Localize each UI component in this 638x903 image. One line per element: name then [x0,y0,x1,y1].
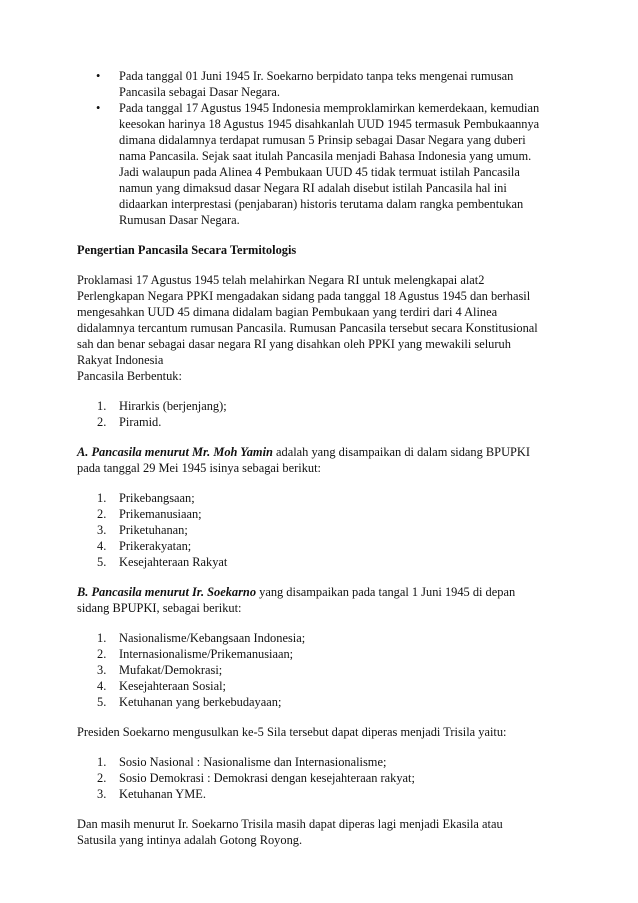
list-item [77,646,563,662]
list-item [77,414,563,430]
text-line: Proklamasi 17 Agustus 1945 telah melahirkan Negara RI untuk melengkapai alat2 [77,273,485,287]
list-item-text: Hirarkis (berjenjang); [119,399,227,413]
text-line: Pancasila sebagai Dasar Negara. [119,85,280,99]
list-item-text: Piramid. [119,415,162,429]
text-line: didalamnya tercantum rumusan Pancasila. Rumusan Pancasila tersebut secara Konstitusional [77,321,538,335]
text-line: Pancasila Berbentuk: [77,369,182,383]
proklamasi-paragraph [77,272,563,384]
list-number: 2. [97,415,107,429]
list-item [77,770,563,786]
list-item-text: Kesejahteraan Rakyat [119,555,228,569]
list-number: 4. [97,539,107,553]
document-page [77,68,563,848]
list-item-text: Prikebangsaan; [119,491,195,505]
list-item-text: Prikerakyatan; [119,539,192,553]
text-line: Pada tanggal 17 Agustus 1945 Indonesia memproklamirkan kemerdekaan, kemudian [119,101,540,115]
list-number: 1. [97,399,107,413]
list-item [77,630,563,646]
text-line: Dan masih menurut Ir. Soekarno Trisila masih dapat diperas lagi menjadi Ekasila atau [77,817,503,831]
list-number: 1. [97,491,107,505]
list-item [77,490,563,506]
soekarno-title: B. Pancasila menurut Ir. Soekarno [77,585,257,599]
text-line: Perlengkapan Negara PPKI mengadakan sidang pada tanggal 18 Agustus 1945 dan berhasil [77,289,531,303]
text-line: Rakyat Indonesia [77,353,164,367]
list-item-text: Sosio Demokrasi : Demokrasi dengan kesejahteraan rakyat; [119,771,415,785]
list-number: 4. [97,679,107,693]
trisila-list [77,754,563,802]
text-line: sidang BPUPKI, sebagai berikut: [77,601,242,615]
list-item-text: Prikemanusiaan; [119,507,202,521]
section-heading: Pengertian Pancasila Secara Termitologis [77,243,297,257]
list-item [77,398,563,414]
text-line [77,584,563,600]
yamin-title: A. Pancasila menurut Mr. Moh Yamin [77,445,273,459]
list-item [77,554,563,570]
list-number: 3. [97,523,107,537]
closing-paragraph [77,816,563,848]
list-item-text: Internasionalisme/Prikemanusiaan; [119,647,294,661]
text-line: pada tanggal 29 Mei 1945 isinya sebagai berikut: [77,461,321,475]
list-item [77,538,563,554]
bentuk-list [77,398,563,430]
list-item [77,786,563,802]
trisila-intro: Presiden Soekarno mengusulkan ke-5 Sila tersebut dapat diperas menjadi Trisila yaitu: [77,725,507,739]
text-line: Satusila yang intinya adalah Gotong Royong. [77,833,303,847]
intro-bullet-list [77,68,563,228]
list-item [77,694,563,710]
list-item [77,506,563,522]
list-item-text: Sosio Nasional : Nasionalisme dan Internasionalisme; [119,755,387,769]
yamin-intro-rest: adalah yang disampaikan di dalam sidang BPUPKI [272,445,530,459]
list-item [77,662,563,678]
list-item-text: Mufakat/Demokrasi; [119,663,223,677]
soekarno-intro [77,584,563,616]
soekarno-list [77,630,563,710]
soekarno-intro-rest: yang disampaikan pada tangal 1 Juni 1945 di depan [256,585,516,599]
list-item [77,678,563,694]
list-item-text: Ketuhanan YME. [119,787,206,801]
text-line: Rumusan Dasar Negara. [119,213,240,227]
list-number: 5. [97,555,107,569]
text-line: mengesahkan UUD 45 dimana didalam bagian Pembukaan yang terdiri dari 4 Alinea [77,305,498,319]
list-number: 5. [97,695,107,709]
list-number: 1. [97,631,107,645]
bullet-icon: • [96,69,101,83]
list-number: 2. [97,771,107,785]
yamin-intro [77,444,563,476]
bullet-item [77,68,563,100]
list-number: 1. [97,755,107,769]
list-number: 3. [97,663,107,677]
bullet-icon: • [96,101,101,115]
text-line: keesokan harinya 18 Agustus 1945 disahkanlah UUD 1945 termasuk Pembukaannya [119,117,540,131]
list-number: 3. [97,787,107,801]
bullet-item [77,100,563,228]
list-number: 2. [97,507,107,521]
list-item-text: Priketuhanan; [119,523,188,537]
text-line: sah dan benar sebagai dasar negara RI yang disahkan oleh PPKI yang mewakili seluruh [77,337,511,351]
text-line: dimana didalamnya terdapat rumusan 5 Prinsip sebagai Dasar Negara yang duberi [119,133,526,147]
list-item-text: Kesejahteraan Sosial; [119,679,227,693]
list-item [77,522,563,538]
list-item [77,754,563,770]
text-line: didaarkan interprestasi (penjabaran) historis terutama dalam rangka pembentukan [119,197,524,211]
text-line: Jadi walaupun pada Alinea 4 Pembukaan UUD 45 tidak termuat istilah Pancasila [119,165,520,179]
list-number: 2. [97,647,107,661]
text-line: nama Pancasila. Sejak saat itulah Pancasila menjadi Bahasa Indonesia yang umum. [119,149,532,163]
yamin-list [77,490,563,570]
list-item-text: Nasionalisme/Kebangsaan Indonesia; [119,631,306,645]
text-line: namun yang dimaksud dasar Negara RI adalah disebut istilah Pancasila hal ini [119,181,507,195]
list-item-text: Ketuhanan yang berkebudayaan; [119,695,282,709]
text-line: Pada tanggal 01 Juni 1945 Ir. Soekarno berpidato tanpa teks mengenai rumusan [119,69,514,83]
text-line [77,444,563,460]
